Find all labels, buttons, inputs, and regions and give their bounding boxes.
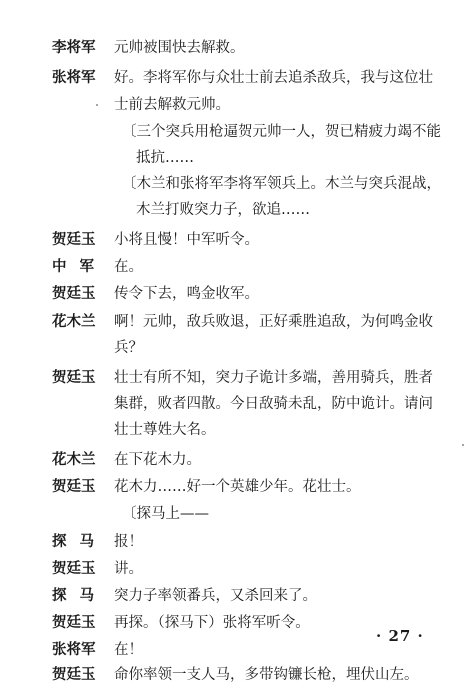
dialogue-text: 兵？ [114,340,143,356]
speaker-name: 探马 [52,533,107,550]
speaker-name: 贺廷玉 [52,231,96,248]
stage-direction-text: 〔木兰和张将军李将军领兵上。木兰与突兵混战， [122,176,441,192]
stage-direction-continuation [0,197,476,223]
dialogue-line [0,662,476,688]
scan-speck [96,104,98,106]
speaker-name: 贺廷玉 [52,666,96,683]
speaker-name: 李将军 [52,39,96,56]
dialogue-text: 报！ [114,534,143,550]
dialogue-line [0,583,476,609]
dialogue-text: 士前去解救元帅。 [114,97,230,113]
dialogue-line [0,35,476,61]
stage-direction [0,119,476,145]
scan-speck [462,444,464,446]
dialogue-line [0,281,476,307]
speaker-name: 贺廷玉 [52,369,96,386]
dialogue-text: 讲。 [114,561,143,577]
dialogue-text: 元帅被围快去解救。 [114,40,245,56]
dialogue-text: 壮士尊姓大名。 [114,422,216,438]
dialogue-text: 在。 [114,259,143,275]
dialogue-line [0,556,476,582]
dialogue-line [0,227,476,253]
stage-direction-text: 〔三个突兵用枪逼贺元帅一人，贺已精疲力竭不能 [122,124,441,140]
dialogue-text: 在下花木力。 [114,452,201,468]
dialogue-text: 命你率领一支人马，多带钩镰长枪，埋伏山左。 [114,667,419,683]
dialogue-text: 啊！元帅，敌兵败退，正好乘胜追敌，为何鸣金收 [114,314,433,330]
dialogue-continuation [0,391,476,417]
stage-direction-text: 〔探马上—— [122,506,209,522]
speaker-name: 探马 [52,587,107,604]
dialogue-line [0,474,476,500]
dialogue-line [0,309,476,335]
speaker-name: 中军 [52,258,107,275]
speaker-name: 贺廷玉 [52,614,96,631]
stage-direction [0,501,476,527]
stage-direction-text: 木兰打败突力子，欲追…… [136,202,310,218]
speaker-name: 贺廷玉 [52,478,96,495]
page-number: · 27 · [376,627,424,645]
dialogue-text: 小将且慢！中军听令。 [114,232,259,248]
speaker-name: 张将军 [52,641,96,658]
speaker-name: 贺廷玉 [52,560,96,577]
dialogue-text: 再探。（探马下）张将军听令。 [114,615,310,631]
dialogue-continuation [0,92,476,118]
dialogue-continuation [0,335,476,361]
speaker-name: 张将军 [52,69,96,86]
dialogue-line [0,365,476,391]
stage-direction-continuation [0,145,476,171]
dialogue-text: 好。李将军你与众壮士前去追杀敌兵，我与这位壮 [114,70,433,86]
dialogue-continuation [0,417,476,443]
dialogue-text: 集群，败者四散。今日敌骑未乱，防中诡计。请问 [114,396,433,412]
speaker-name: 花木兰 [52,451,96,468]
dialogue-text: 花木力……好一个英雄少年。花壮士。 [114,479,361,495]
stage-direction [0,171,476,197]
speaker-name: 贺廷玉 [52,285,96,302]
speaker-name: 花木兰 [52,313,96,330]
dialogue-line [0,447,476,473]
stage-direction-text: 抵抗…… [136,150,194,166]
dialogue-text: 突力子率领番兵，又杀回来了。 [114,588,317,604]
dialogue-line [0,65,476,91]
dialogue-line [0,529,476,555]
dialogue-text: 壮士有所不知，突力子诡计多端，善用骑兵，胜者 [114,370,433,386]
dialogue-text: 传令下去，鸣金收军。 [114,286,259,302]
dialogue-line [0,254,476,280]
dialogue-text: 在！ [114,642,143,658]
